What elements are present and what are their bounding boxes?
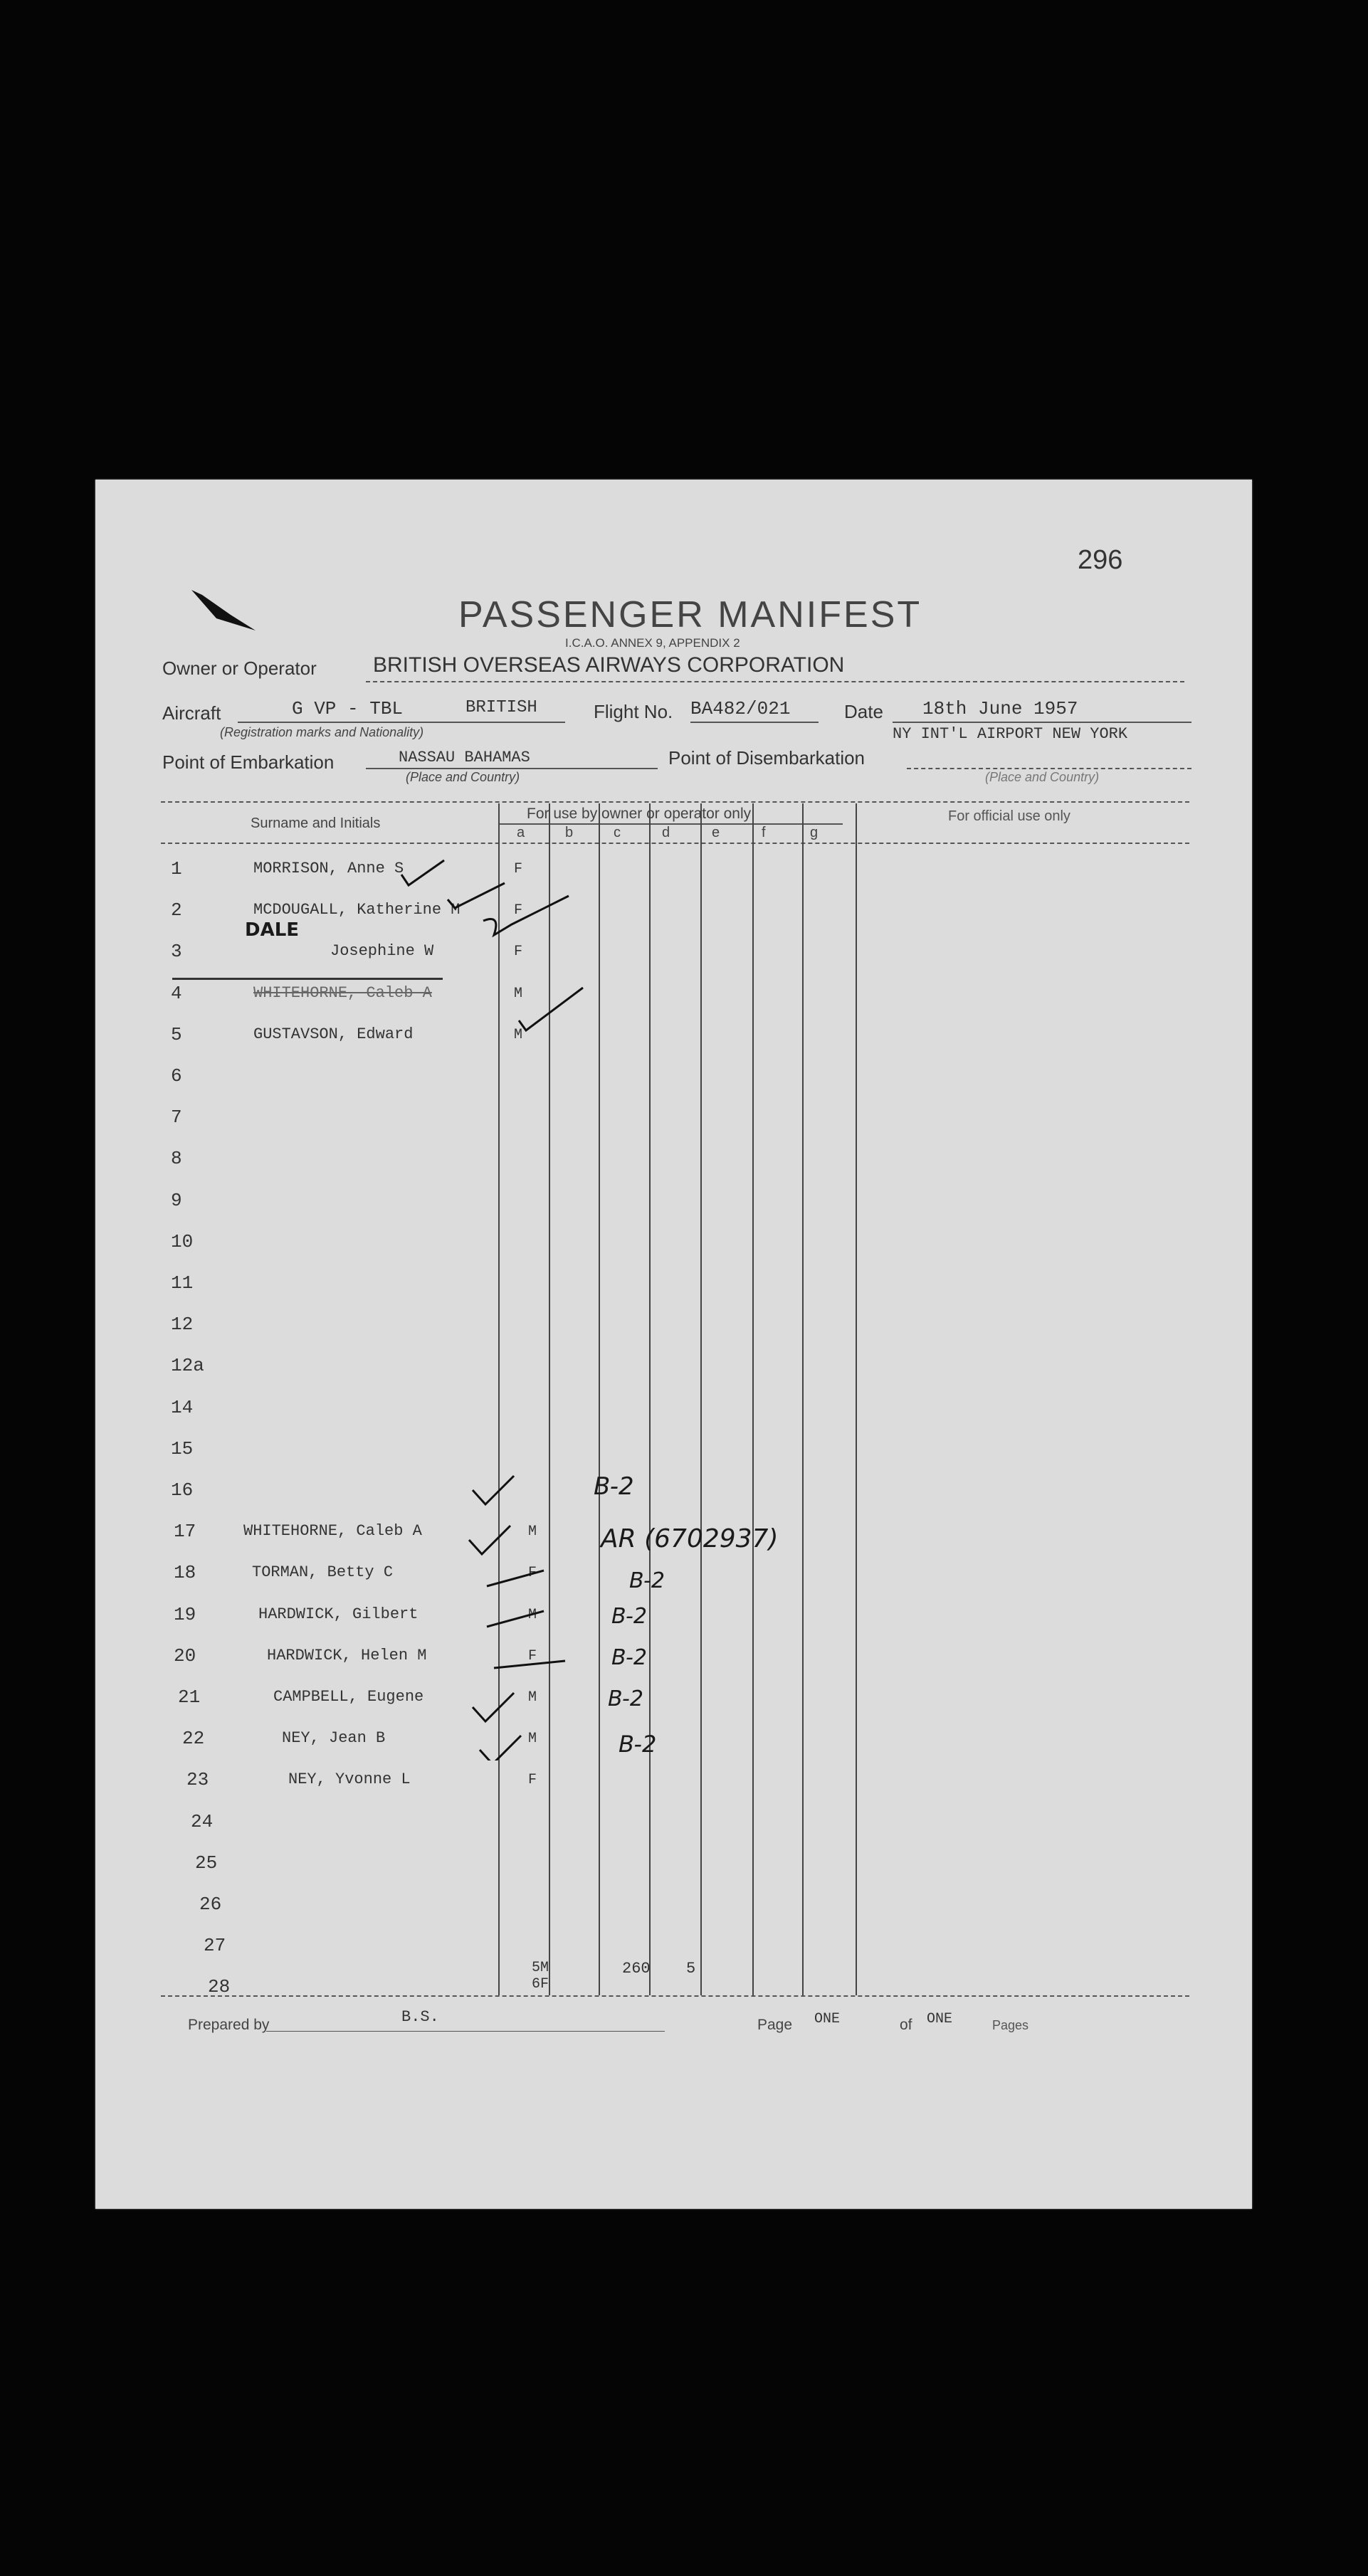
check-marks-top: [295, 821, 722, 949]
passenger-name: WHITEHORNE, Caleb A: [243, 1522, 422, 1540]
stamp-number: 296: [1078, 545, 1123, 575]
passenger-name: HARDWICK, Helen M: [267, 1647, 427, 1664]
row-number: 3: [171, 941, 182, 962]
column-letter-c: c: [614, 825, 621, 840]
ink-mark: [188, 586, 259, 636]
passenger-sex: F: [514, 861, 523, 877]
row-number: 8: [171, 1148, 182, 1169]
row-number: 28: [208, 1976, 231, 1997]
flight-label: Flight No.: [594, 701, 673, 722]
passenger-sex: M: [528, 1607, 537, 1623]
column-letter-e: e: [712, 825, 720, 840]
column-letter-a: a: [517, 825, 525, 840]
row-number: 5: [171, 1024, 182, 1045]
date-value: 18th June 1957: [922, 698, 1078, 719]
row-number: 20: [174, 1645, 196, 1667]
embark-note: (Place and Country): [406, 770, 520, 784]
aircraft-nationality: BRITISH: [465, 698, 537, 717]
handwritten-b2-22: B-2: [608, 1686, 643, 1711]
total-a-male: 5M: [532, 1960, 549, 1976]
row-number: 6: [171, 1065, 182, 1087]
row-number: 12: [171, 1314, 194, 1335]
column-line: [700, 803, 702, 1995]
handwritten-b2-21: B-2: [611, 1645, 647, 1670]
strike-row-4: [172, 978, 443, 980]
column-line: [856, 803, 857, 1995]
row-number: 7: [171, 1107, 182, 1128]
passenger-name: TORMAN, Betty C: [252, 1563, 394, 1581]
header-owner-use: For use by owner or operator only: [527, 806, 752, 822]
of-value: ONE: [927, 2011, 953, 2027]
column-letter-b: b: [565, 825, 574, 840]
column-letter-g: g: [810, 825, 819, 840]
handwritten-b2-20: B-2: [611, 1604, 647, 1629]
passenger-name: MORRISON, Anne S: [253, 860, 404, 877]
check-marks-bottom: [465, 1462, 586, 1761]
column-line: [802, 803, 804, 1995]
row-number: 26: [199, 1894, 222, 1915]
embark-label: Point of Embarkation: [162, 751, 335, 773]
row-number: 9: [171, 1190, 182, 1211]
prepared-value: B.S.: [401, 2008, 439, 2026]
passenger-sex: F: [514, 902, 523, 919]
passenger-name: MCDOUGALL, Katherine M: [253, 901, 461, 919]
passenger-sex: F: [528, 1772, 537, 1788]
handwritten-b2-23: B-2: [619, 1731, 657, 1758]
disembark-label: Point of Disembarkation: [668, 747, 865, 769]
passenger-sex: F: [528, 1565, 537, 1581]
manifest-subtitle: I.C.A.O. ANNEX 9, APPENDIX 2: [565, 636, 740, 650]
passenger-sex: F: [514, 944, 523, 960]
check-mark-5: [380, 964, 665, 1042]
column-letter-d: d: [662, 825, 670, 840]
passenger-name: WHITEHORNE, Caleb A: [253, 984, 432, 1002]
flight-value: BA482/021: [690, 698, 791, 719]
row-number: 25: [195, 1852, 218, 1874]
aircraft-value: G VP - TBL: [292, 698, 404, 719]
row-number: 27: [204, 1935, 226, 1956]
manifest-title: PASSENGER MANIFEST: [458, 594, 922, 635]
row-number: 16: [171, 1479, 194, 1501]
row-number: 2: [171, 899, 182, 921]
row-number: 11: [171, 1272, 194, 1294]
passenger-sex: M: [514, 1027, 523, 1043]
row-number: 21: [178, 1686, 201, 1708]
row-number: 23: [186, 1769, 209, 1790]
header-official: For official use only: [948, 808, 1070, 824]
row-number: 15: [171, 1438, 194, 1459]
row-number: 12a: [171, 1355, 204, 1376]
passenger-sex: M: [514, 986, 523, 1002]
passenger-name: HARDWICK, Gilbert: [258, 1605, 419, 1623]
column-line: [752, 803, 754, 1995]
passenger-name: Josephine W: [330, 942, 434, 960]
header-name: Surname and Initials: [251, 815, 381, 831]
handwritten-b2-17: B-2: [594, 1472, 634, 1501]
handwritten-b2-19: B-2: [629, 1568, 665, 1593]
aircraft-label: Aircraft: [162, 702, 221, 724]
row-number: 10: [171, 1231, 194, 1252]
total-c: 260: [622, 1960, 651, 1978]
passenger-sex: F: [528, 1648, 537, 1664]
passenger-name: NEY, Yvonne L: [288, 1770, 411, 1788]
page-value: ONE: [814, 2011, 841, 2027]
passenger-sex: M: [528, 1731, 537, 1747]
passenger-sex: M: [528, 1524, 537, 1540]
row-number: 14: [171, 1397, 194, 1418]
passenger-name: GUSTAVSON, Edward: [253, 1025, 414, 1043]
passenger-sex: M: [528, 1689, 537, 1706]
handwritten-ar: AR (6702937): [601, 1524, 779, 1553]
owner-label: Owner or Operator: [162, 658, 317, 679]
passenger-name: CAMPBELL, Eugene: [273, 1688, 424, 1706]
row-number: 17: [174, 1521, 196, 1542]
row-number: 22: [182, 1728, 205, 1749]
date-label: Date: [844, 701, 883, 722]
aircraft-note: (Registration marks and Nationality): [220, 725, 424, 739]
prepared-label: Prepared by: [188, 2017, 270, 2033]
disembark-value: NY INT'L AIRPORT NEW YORK: [893, 725, 1128, 743]
row-number: 4: [171, 983, 182, 1004]
embark-value: NASSAU BAHAMAS: [399, 749, 530, 766]
total-d: 5: [686, 1960, 696, 1978]
handwritten-dale: DALE: [245, 919, 300, 941]
total-a-female: 6F: [532, 1976, 549, 1992]
of-label: of: [900, 2017, 912, 2033]
disembark-note: (Place and Country): [985, 770, 1100, 784]
manifest-page: [95, 480, 1252, 2209]
page-label: Page: [757, 2017, 793, 2033]
row-number: 19: [174, 1604, 196, 1625]
column-letter-f: f: [762, 825, 766, 840]
row-number: 18: [174, 1562, 196, 1583]
pages-label: Pages: [992, 2018, 1029, 2032]
owner-value: BRITISH OVERSEAS AIRWAYS CORPORATION: [373, 653, 845, 677]
row-number: 1: [171, 858, 182, 880]
passenger-name: NEY, Jean B: [282, 1729, 386, 1747]
row-number: 24: [191, 1811, 214, 1832]
